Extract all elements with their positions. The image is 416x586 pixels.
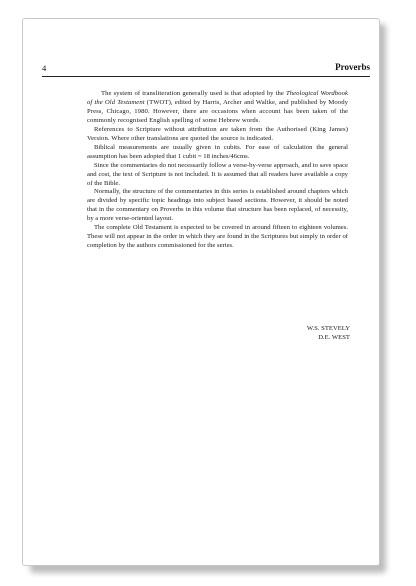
running-title: Proverbs [335,62,370,72]
preface-body [87,90,348,251]
book-page [22,18,380,566]
running-header [42,62,370,77]
paragraph-measurements: Biblical measurements are usually given in cubits. For ease of calculation the general assumption has been adopted that 1 cubit = 18 inches/46cms. [87,143,348,160]
paragraph-structure: Normally, the structure of the commentaries in this series is established around chapters which are divided by specific topic headings into subject based sections. However, it should be noted that in the commentary on Proverbs in this volume that structure has been replaced, of necessity, by a more verse-oriented layout. [87,188,348,223]
paragraph-text: (TWOT), edited by Harris, Archer and Waltke, and published by Moody Press, Chicago, 1980. However, there are occasions when account has been taken of the commonly recognised English spelling of some Hebrew words. [87,98,348,124]
signatures [307,324,350,342]
paragraph-scripture-references: References to Scripture without attribution are taken from the Authorised (King James) Version. Where other translations are quoted the source is indicated. [87,125,348,142]
paragraph-approach: Since the commentaries do not necessarily follow a verse-by-verse approach, and to save space and cost, the text of Scripture is not included. It is assumed that all readers have available a copy of the Bible. [87,161,348,187]
signature-name: W.S. STEVELY [306,325,350,332]
paragraph-volumes: The complete Old Testament is expected to be covered in around fifteen to eighteen volumes. These will not appear in the order in which they are found in the Scriptures but simply in order of completion by the authors commissioned for the series. [87,224,348,250]
book-title-emphasis: Theological Wordbook of the Old Testament [87,90,349,106]
page-number: 4 [42,63,47,73]
signature-name: D.E. WEST [318,334,350,341]
paragraph-text: The system of transliteration generally used is that adopted by the [101,90,286,97]
paragraph-transliteration [87,90,348,126]
